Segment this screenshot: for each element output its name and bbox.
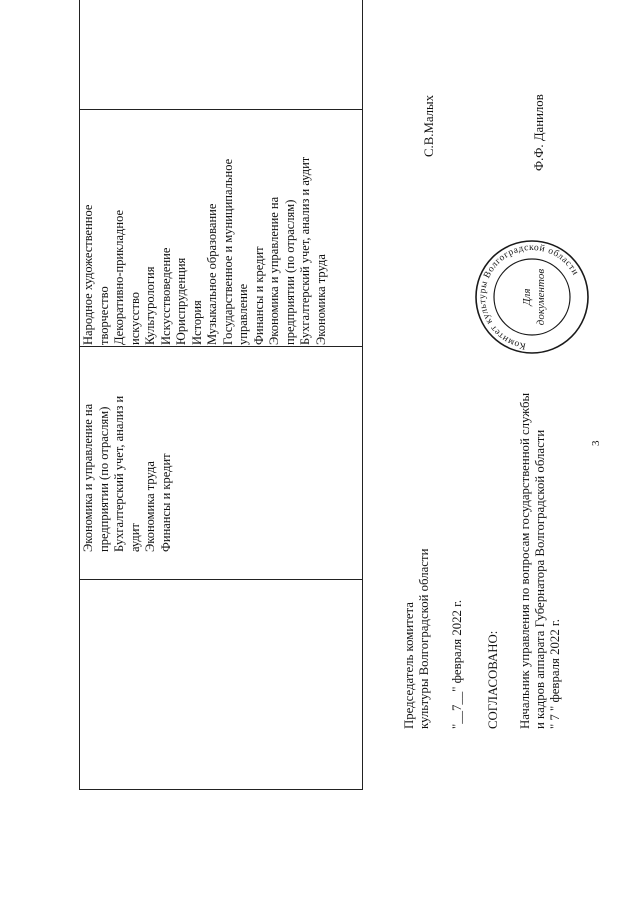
stamp-inner-line2: документов	[535, 268, 547, 326]
table-cell-line: Народное художественное	[81, 204, 95, 345]
table-cell-line: аудит	[127, 523, 142, 552]
table-cell-left-column	[81, 396, 174, 552]
table-column-divider-3	[80, 109, 362, 110]
table-column-divider-2	[80, 346, 362, 347]
seal-stamp-icon	[472, 237, 592, 357]
table-cell-line: Бухгалтерский учет, анализ и аудит	[298, 156, 312, 345]
table-cell-line: Искусствоведение	[158, 247, 173, 345]
table-cell-line: предприятии (по отраслям)	[96, 406, 111, 552]
head-title-line1: Начальник управления по вопросам государственной службы	[518, 392, 532, 729]
chair-title	[402, 549, 432, 729]
table-cell-line: Экономика труда	[313, 254, 328, 345]
table-cell-line: Финансы и кредит	[251, 246, 266, 345]
table-border-left	[80, 789, 362, 790]
table-cell-line: Бухгалтерский учет, анализ и	[112, 395, 126, 552]
table-cell-line: Музыкальное образование	[205, 203, 219, 345]
table-cell-line: Финансы и кредит	[158, 453, 173, 552]
table-cell-line: История	[189, 300, 204, 345]
table-cell-middle-column	[81, 157, 329, 345]
stamp-outer-text: Комитет культуры Волгоградской области	[477, 242, 581, 351]
head-date: " 7 " февраля 2022 г.	[548, 619, 562, 729]
table-cell-line: управление	[236, 283, 250, 345]
table-cell-line: Государственное и муниципальное	[220, 158, 235, 345]
table-cell-line: Юриспруденция	[174, 257, 188, 345]
table-cell-line: Экономика и управление на	[267, 196, 281, 345]
head-name: Ф.Ф. Данилов	[532, 94, 546, 171]
chair-date: "__7__" февраля 2022 г.	[450, 599, 464, 729]
agreed-label: СОГЛАСОВАНО:	[486, 630, 500, 729]
head-title-line2: и кадров аппарата Губернатора Волгоградской области	[533, 429, 547, 729]
table-cell-line: Экономика и управление на	[81, 403, 95, 552]
table-cell-line: Экономика труда	[143, 461, 157, 552]
chair-title-line1: Председатель комитета	[402, 602, 416, 729]
chair-title-line2: культуры Волгоградской области	[417, 548, 431, 729]
page-number: 3	[590, 440, 602, 446]
specialties-table	[79, 0, 363, 790]
table-cell-line: творчество	[96, 286, 111, 345]
table-cell-line: Культурология	[143, 266, 157, 345]
table-cell-line: Декоративно-прикладное	[112, 209, 126, 345]
table-cell-line: предприятии (по отраслям)	[282, 199, 297, 345]
table-cell-line: искусство	[127, 291, 142, 345]
head-title	[518, 393, 563, 729]
chair-name: С.В.Малых	[422, 94, 436, 157]
stamp-inner-line1: Для	[521, 288, 533, 306]
table-column-divider-1	[80, 579, 362, 580]
